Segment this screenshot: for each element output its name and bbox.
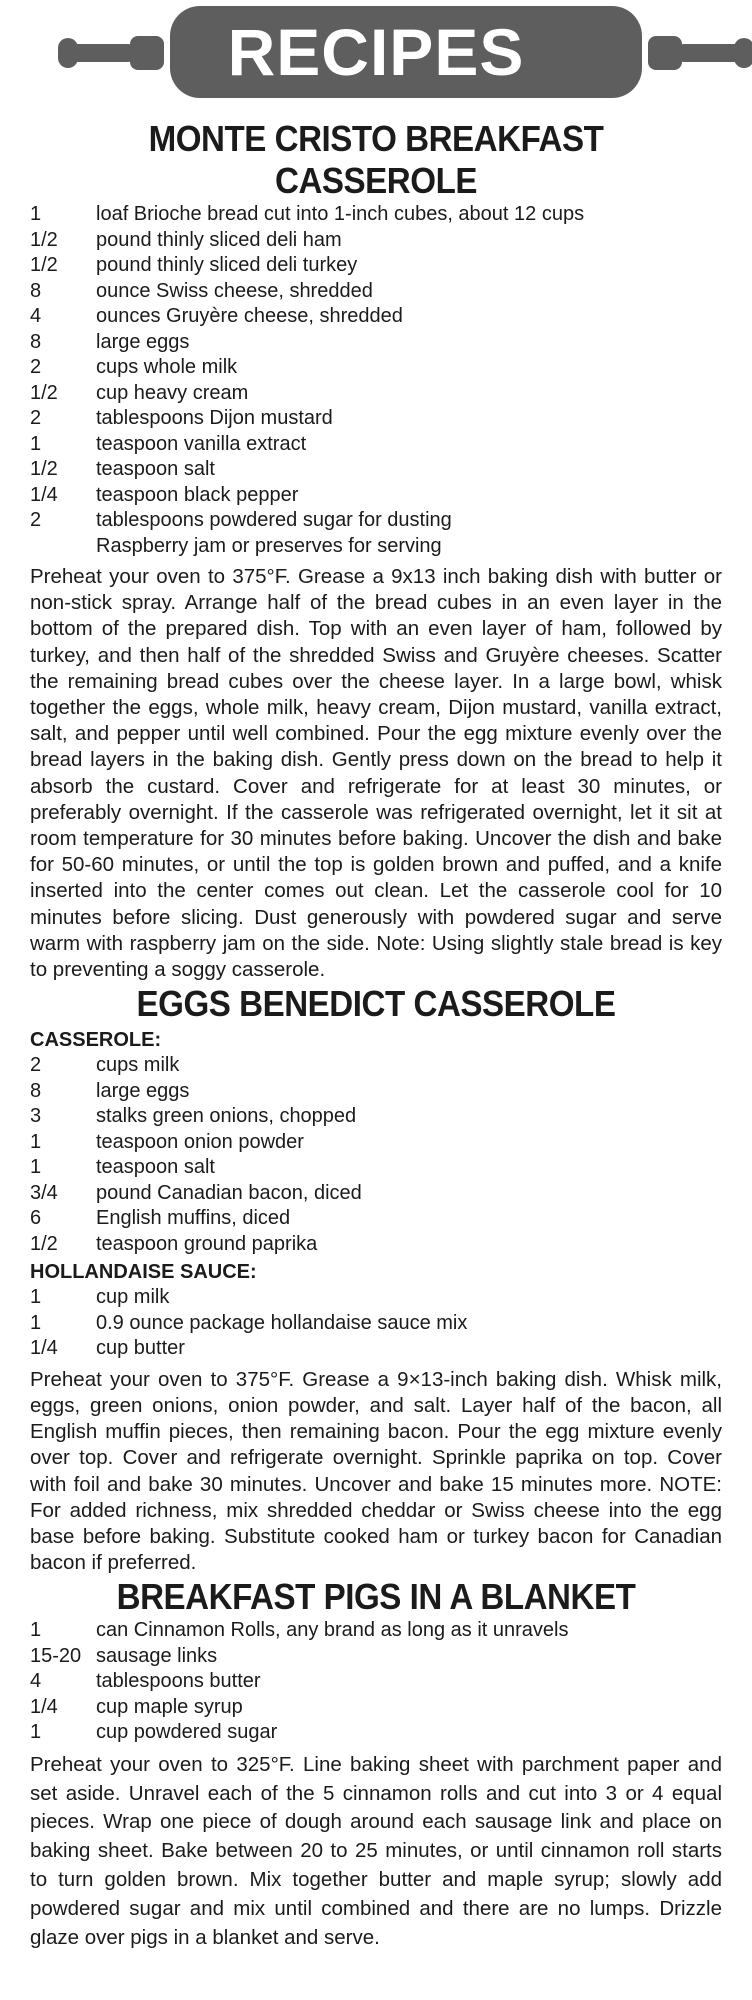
ingredient-list	[30, 1053, 722, 1257]
ingredient-list	[30, 202, 722, 559]
ingredient-qty: 1/2	[30, 1232, 58, 1255]
ingredient-item	[30, 1206, 722, 1232]
header-banner	[30, 0, 722, 118]
ingredient-qty: 3	[30, 1105, 42, 1128]
ingredient-item	[30, 457, 722, 483]
ingredient-desc: teaspoon salt	[96, 1156, 215, 1179]
section-heading-casserole: CASSEROLE:	[30, 1029, 162, 1052]
ingredient-desc: can Cinnamon Rolls, any brand as long as it unravels	[96, 1619, 569, 1642]
section-heading-hollandaise: HOLLANDAISE SAUCE:	[30, 1261, 257, 1284]
ingredient-item	[30, 432, 722, 458]
ingredient-qty: 1/4	[30, 483, 58, 506]
ingredient-desc: cup heavy cream	[96, 381, 249, 404]
page-title: RECIPES	[227, 15, 525, 89]
ingredient-list	[30, 1285, 722, 1362]
ingredient-item	[30, 330, 722, 356]
ingredient-qty: 1	[30, 1721, 42, 1744]
ingredient-qty	[30, 534, 96, 560]
ingredient-qty: 15-20	[30, 1644, 82, 1667]
ingredient-item	[30, 1232, 722, 1258]
ingredient-list	[30, 1618, 722, 1746]
ingredient-item	[30, 483, 722, 509]
ingredient-qty: 1	[30, 1156, 42, 1179]
ingredient-desc: teaspoon onion powder	[96, 1130, 304, 1153]
ingredient-desc: loaf Brioche bread cut into 1-inch cubes, about 12 cups	[96, 203, 585, 225]
ingredient-qty: 8	[30, 1079, 42, 1102]
ingredient-item	[30, 1336, 722, 1362]
ingredient-desc: cup powdered sugar	[96, 1721, 278, 1744]
ingredient-qty: 3/4	[30, 1181, 58, 1204]
ingredient-desc: stalks green onions, chopped	[96, 1105, 357, 1128]
ingredient-desc: pound thinly sliced deli ham	[96, 228, 342, 251]
ingredient-desc: large eggs	[96, 330, 190, 353]
ingredient-desc: cups whole milk	[96, 356, 238, 378]
ingredient-desc: tablespoons butter	[96, 1670, 261, 1693]
ingredient-desc: large eggs	[96, 1079, 190, 1102]
ingredient-qty: 1	[30, 432, 42, 455]
ingredient-qty: 2	[30, 407, 42, 429]
ingredient-qty: 8	[30, 330, 42, 353]
ingredient-item	[30, 1079, 722, 1105]
ingredient-qty: 1/2	[30, 381, 58, 404]
ingredient-desc: tablespoons powdered sugar for dusting	[96, 509, 452, 531]
ingredient-desc: teaspoon ground paprika	[96, 1232, 318, 1255]
ingredient-item	[30, 406, 722, 432]
ingredient-desc: 0.9 ounce package hollandaise sauce mix	[96, 1311, 468, 1334]
ingredient-desc: teaspoon vanilla extract	[96, 432, 307, 455]
ingredient-desc: sausage links	[96, 1644, 218, 1667]
ingredient-item	[30, 304, 722, 330]
ingredient-item	[30, 1285, 722, 1311]
ingredient-qty: 1/4	[30, 1337, 58, 1360]
recipe-title: EGGS BENEDICT CASSEROLE	[136, 983, 616, 1025]
ingredient-item	[30, 508, 722, 534]
ingredient-item	[30, 202, 722, 228]
ingredient-desc: cup butter	[96, 1337, 185, 1360]
ingredient-desc: Raspberry jam or preserves for serving	[96, 534, 442, 557]
ingredient-qty: 2	[30, 356, 42, 378]
recipe-directions: Preheat your oven to 375°F. Grease a 9x13 inch baking dish with butter or non-stick spray. Arrange half of the bread cubes in an even layer in the bottom of the prepared dish. Top with an even layer of ham, followed by turkey, and then half of the shredded Swiss and Gruyère cheeses. Scatter the remaining bread cubes over the cheese layer. In a large bowl, whisk together the eggs, whole milk, heavy cream, Dijon mustard, vanilla extract, salt, and pepper until well combined. Pour the egg mixture evenly over the bread layers in the baking dish. Gently press down on the bread to help it absorb the custard. Cover and refrigerate for at least 30 minutes, or preferably overnight. If the casserole was refrigerated overnight, let it sit at room temperature for 30 minutes before baking. Uncover the dish and bake for 50-60 minutes, or until the top is golden brown and puffed, and a knife inserted into the center comes out clean. Let the casserole cool for 10 minutes before slicing. Dust generously with powdered sugar and serve warm with raspberry jam on the side. Note: Using slightly stale bread is key to preventing a soggy casserole.	[30, 565, 722, 982]
ingredient-desc: cups milk	[96, 1054, 180, 1077]
recipe-eggs-benedict	[30, 983, 722, 1576]
ingredient-qty: 6	[30, 1207, 42, 1230]
ingredient-item	[30, 1130, 722, 1156]
ingredient-qty: 1	[30, 1311, 42, 1334]
ingredient-item	[30, 1053, 722, 1079]
recipe-directions: Preheat your oven to 325°F. Line baking sheet with parchment paper and set aside. Unravel each of the 5 cinnamon rolls and cut into 3 or 4 equal pieces. Wrap one piece of dough around each sausage link and place on baking sheet. Bake between 20 to 25 minutes, or until cinnamon roll starts to turn golden brown. Mix together butter and maple syrup; slowly add powdered sugar and mix until combined and there are no lumps. Drizzle glaze over pigs in a blanket and serve.	[30, 1752, 722, 1949]
ingredient-item	[30, 1104, 722, 1130]
recipe-title: BREAKFAST PIGS IN A BLANKET	[116, 1576, 636, 1618]
ingredient-qty: 4	[30, 305, 42, 327]
ingredient-qty: 1/2	[30, 458, 58, 480]
ingredient-qty: 2	[30, 509, 42, 531]
ingredient-desc: English muffins, diced	[96, 1207, 291, 1230]
ingredient-item	[30, 279, 722, 305]
ingredient-item	[30, 1720, 722, 1746]
ingredient-desc: ounce Swiss cheese, shredded	[96, 279, 373, 302]
ingredient-desc: ounces Gruyère cheese, shredded	[96, 305, 403, 327]
ingredient-item	[30, 534, 722, 560]
ingredient-item	[30, 1618, 722, 1644]
ingredient-item	[30, 1155, 722, 1181]
ingredient-qty: 1	[30, 1130, 42, 1153]
ingredient-qty: 1/2	[30, 254, 58, 276]
ingredient-item	[30, 1181, 722, 1207]
ingredient-qty: 1	[30, 1286, 42, 1309]
ingredient-item	[30, 228, 722, 254]
ingredient-item	[30, 1669, 722, 1695]
ingredient-desc: teaspoon salt	[96, 458, 215, 480]
ingredient-qty: 4	[30, 1670, 42, 1693]
recipe-monte-cristo	[30, 118, 722, 983]
ingredient-desc: pound Canadian bacon, diced	[96, 1181, 362, 1204]
ingredient-qty: 1	[30, 203, 42, 225]
ingredient-desc: pound thinly sliced deli turkey	[96, 254, 358, 276]
ingredient-desc: tablespoons Dijon mustard	[96, 407, 333, 429]
ingredient-qty: 8	[30, 279, 42, 302]
ingredient-qty: 1	[30, 1619, 42, 1642]
ingredient-item	[30, 355, 722, 381]
ingredient-desc: cup maple syrup	[96, 1695, 243, 1718]
ingredient-desc: teaspoon black pepper	[96, 483, 299, 506]
ingredient-item	[30, 1695, 722, 1721]
ingredient-item	[30, 381, 722, 407]
recipe-pigs-in-a-blanket	[30, 1576, 722, 1952]
ingredient-desc: cup milk	[96, 1286, 170, 1309]
ingredient-qty: 1/2	[30, 228, 58, 251]
ingredient-item	[30, 253, 722, 279]
ingredient-qty: 1/4	[30, 1695, 58, 1718]
ingredient-qty: 2	[30, 1054, 42, 1077]
recipe-directions: Preheat your oven to 375°F. Grease a 9×13-inch baking dish. Whisk milk, eggs, green onions, onion powder, and salt. Layer half of the bacon, all English muffin pieces, then remaining bacon. Pour the egg mixture evenly over top. Cover and refrigerate overnight. Sprinkle paprika on top. Cover with foil and bake 30 minutes. Uncover and bake 15 minutes more. NOTE: For added richness, mix shredded cheddar or Swiss cheese into the egg base before baking. Substitute cooked ham or turkey bacon for Canadian bacon if preferred.	[30, 1367, 722, 1575]
ingredient-item	[30, 1644, 722, 1670]
ingredient-item	[30, 1311, 722, 1337]
recipe-title: MONTE CRISTO BREAKFAST CASSEROLE	[148, 118, 604, 201]
